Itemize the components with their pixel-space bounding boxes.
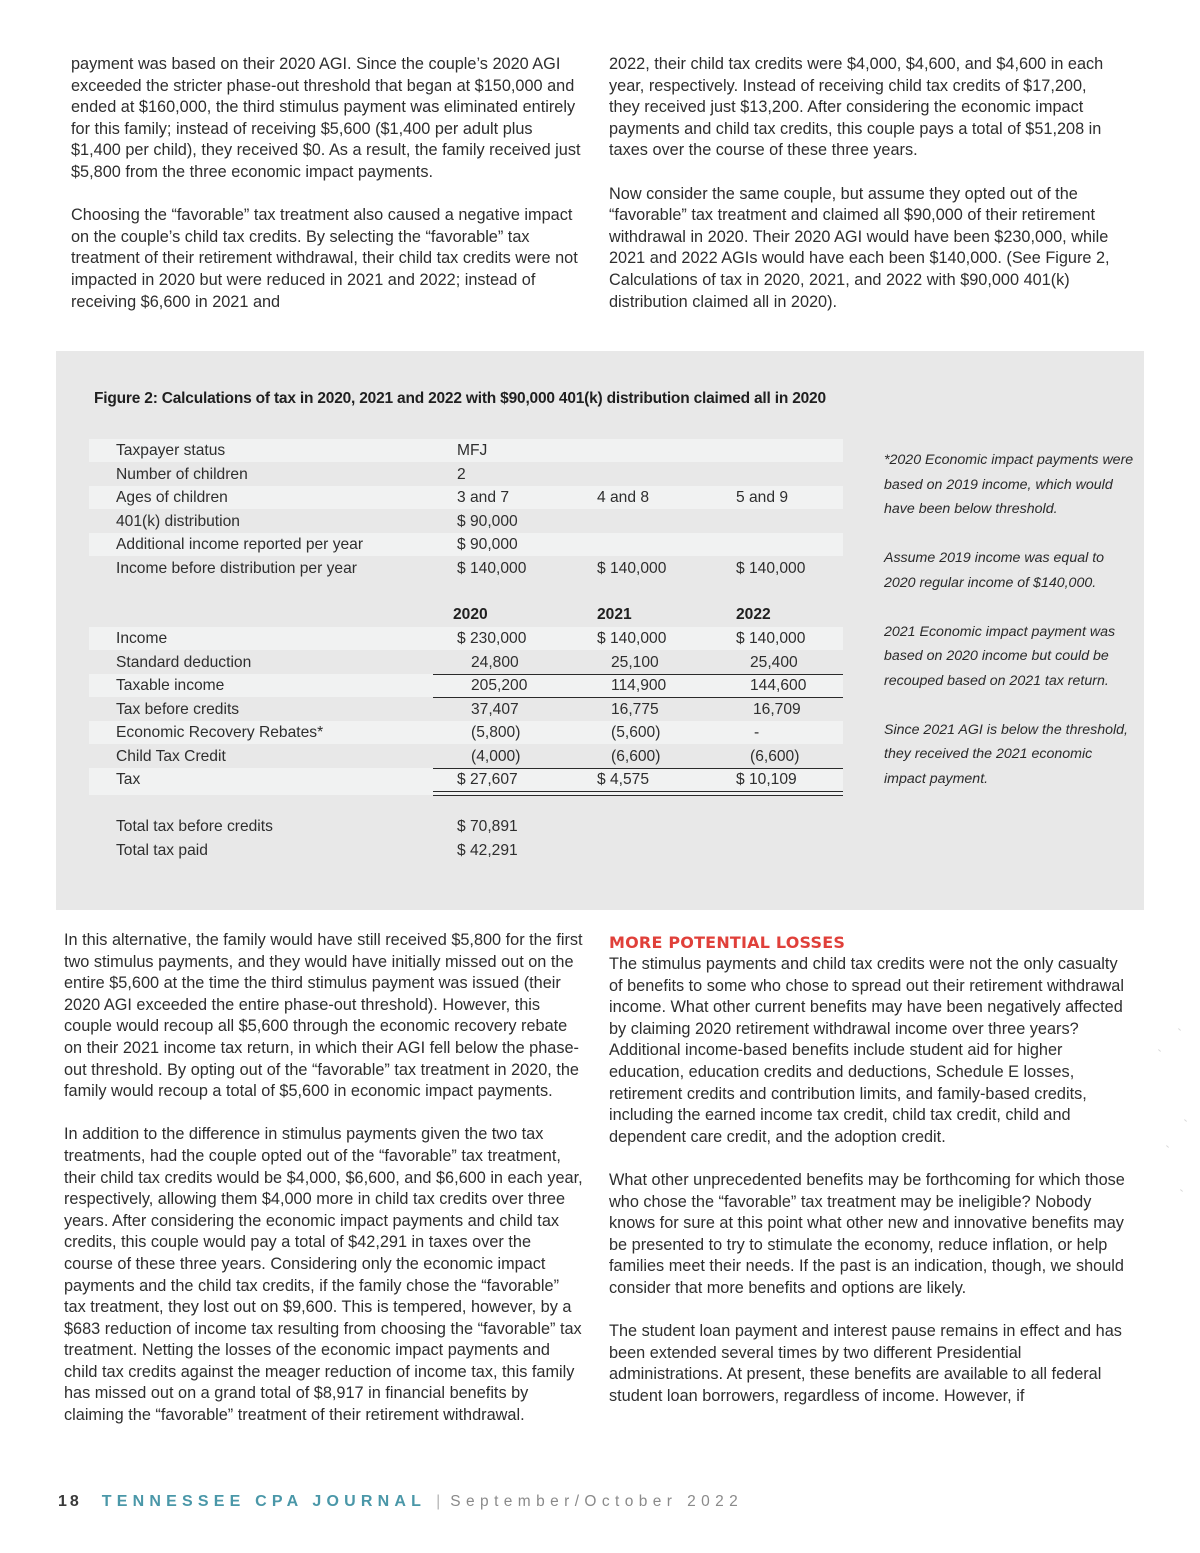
subtotal-rule	[433, 768, 843, 769]
footer-separator: |	[436, 1493, 441, 1510]
total-double-rule	[433, 791, 843, 792]
row-label: Taxable income	[116, 677, 225, 694]
cell: 24,800	[471, 653, 519, 671]
cell: $ 42,291	[457, 842, 518, 859]
row-label: Tax	[116, 771, 141, 788]
article-column-top-right	[609, 54, 1121, 313]
row-label: Income before distribution per year	[116, 560, 357, 577]
article-column-bottom-right	[609, 932, 1129, 1407]
paper-speck	[1184, 1119, 1187, 1122]
table-row	[89, 651, 843, 674]
cell: (6,600)	[750, 747, 800, 765]
cell: 2	[457, 465, 466, 483]
cell: 5 and 9	[736, 489, 789, 506]
cell: $ 90,000	[457, 536, 518, 553]
cell: (4,000)	[471, 747, 521, 765]
table-row	[89, 557, 843, 580]
figure-notes	[884, 448, 1134, 816]
row-label: Additional income reported per year	[116, 536, 364, 553]
paper-speck	[1178, 1028, 1181, 1031]
cell: $ 27,607	[457, 771, 518, 788]
figure-title: Figure 2: Calculations of tax in 2020, 2021 and 2022 with $90,000 401(k) distribution claimed all in 2020	[94, 390, 826, 407]
year-header: 2020	[453, 606, 488, 623]
cell: $ 140,000	[597, 560, 667, 577]
cell: 3 and 7	[457, 489, 510, 506]
cell: $ 140,000	[457, 560, 527, 577]
note: Since 2021 AGI is below the threshold, they received the 2021 economic impact payment.	[884, 721, 1128, 787]
section-heading: MORE POTENTIAL LOSSES	[609, 933, 846, 952]
year-header: 2021	[597, 606, 632, 623]
paper-speck	[1180, 1189, 1183, 1192]
cell: $ 140,000	[736, 560, 806, 577]
row-label: Taxpayer status	[116, 442, 226, 459]
row-label: Income	[116, 630, 168, 647]
row-label: Total tax before credits	[116, 818, 273, 835]
row-label: Ages of children	[116, 489, 228, 506]
cell: 25,100	[611, 653, 659, 671]
cell: $ 140,000	[736, 630, 806, 647]
cell: $ 10,109	[736, 771, 797, 788]
note: 2021 Economic impact payment was based on 2020 income but could be recouped based on 2021 tax return.	[884, 623, 1116, 689]
table-row	[89, 721, 843, 744]
cell: MFJ	[457, 442, 488, 459]
cell: 114,900	[611, 677, 667, 694]
issue-date: September/October 2022	[450, 1493, 744, 1510]
table-row	[89, 745, 843, 768]
row-label: Number of children	[116, 465, 248, 483]
row-label: Child Tax Credit	[116, 747, 226, 765]
paragraph: In this alternative, the family would have still received $5,800 for the first two stimulus payments, and they would have initially missed out on the entire $5,600 at the time the third stimulus payment was issued (their 2020 AGI exceeded the entire phase-out threshold). However, this couple would recoup all $5,600 through the economic recovery rebate on their 2021 income tax return, in which their AGI fell below the phase-out threshold. By opting out of the “favorable” tax treatment in 2020, the family would recoup a total of $5,600 in economic impact payments.	[64, 931, 583, 1101]
paragraph: payment was based on their 2020 AGI. Since the couple’s 2020 AGI exceeded the stricter phase-out threshold that began at $150,000 and ended at $160,000, the third stimulus payment was eliminated entirely for this family; instead of receiving $5,600 ($1,400 per adult plus $1,400 per child), they received $0. As a result, the family received just $5,800 from the three economic impact payments.	[71, 55, 581, 181]
cell: 205,200	[471, 677, 528, 694]
row-label: Standard deduction	[116, 653, 252, 671]
cell: $ 90,000	[457, 512, 518, 530]
cell: 16,709	[753, 700, 801, 718]
cell: (6,600)	[611, 747, 661, 765]
cell: 16,775	[611, 700, 659, 718]
article-column-bottom-left	[64, 930, 584, 1427]
note: *2020 Economic impact payments were based on 2019 income, which would have been below threshold.	[884, 452, 1134, 517]
paper-speck	[1166, 1145, 1169, 1148]
row-label: Total tax paid	[116, 842, 208, 859]
journal-name: TENNESSEE CPA JOURNAL	[101, 1493, 427, 1510]
paragraph: Now consider the same couple, but assume they opted out of the “favorable” tax treatment and claimed all $90,000 of their retirement withdrawal in 2020. Their 2020 AGI would have been $230,000, while 2021 and 2022 AGIs would have each been $140,000. (See Figure 2, Calculations of tax in 2020, 2021, and 2022 with $90,000 401(k) distribution claimed all in 2020).	[609, 184, 1110, 311]
cell: (5,600)	[611, 724, 661, 741]
table-row	[89, 627, 843, 650]
row-label: Tax before credits	[116, 700, 240, 718]
page-number: 18	[58, 1493, 82, 1510]
cell: (5,800)	[471, 724, 521, 741]
table-row	[89, 486, 843, 509]
paragraph: 2022, their child tax credits were $4,000, $4,600, and $4,600 in each year, respectively. Instead of receiving child tax credits of $17,200, they received just $13,200. After considering the economic impact payments and child tax credits, this couple pays a total of $51,208 in taxes over the course of these three years.	[609, 55, 1104, 160]
note: Assume 2019 income was equal to 2020 regular income of $140,000.	[884, 550, 1105, 591]
subtotal-rule	[433, 697, 843, 698]
paragraph: Choosing the “favorable” tax treatment also caused a negative impact on the couple’s child tax credits. By selecting the “favorable” tax treatment of their retirement withdrawal, their child tax credits were not impacted in 2020 but were reduced in 2021 and 2022; instead of receiving $6,600 in 2021 and	[71, 206, 578, 311]
paragraph: The stimulus payments and child tax credits were not the only casualty of benefits to some who chose to spread out their retirement withdrawal income. What other current benefits may have been negatively affected by claiming 2020 retirement withdrawal income over three years? Additional income-based benefits include student aid for higher education, education credits and deductions, Schedule E losses, retirement credits and contribution limits, and family-based credits, including the earned income tax credit, child tax credit, child and dependent care credit, and the adoption credit.	[609, 955, 1124, 1146]
paper-speck	[1158, 1049, 1161, 1052]
total-row	[89, 839, 843, 862]
row-label: 401(k) distribution	[116, 512, 240, 530]
cell: 37,407	[471, 700, 519, 718]
cell: 144,600	[750, 677, 807, 694]
row-label: Economic Recovery Rebates*	[116, 724, 324, 741]
table-row	[89, 463, 843, 486]
paragraph: In addition to the difference in stimulus payments given the two tax treatments, had the couple opted out of the “favorable” tax treatment, their child tax credits would be $4,000, $6,600, and $6,600 in each year, respectively, allowing them $4,000 more in child tax credits over three years. After considering the economic impact payments and child tax credits, this couple would pay a total of $42,291 in taxes over the course of these three years. Considering only the economic impact payments and the child tax credits, if the family chose the “favorable” tax treatment, they lost out on $9,600. This is tempered, however, by a $683 reduction of income tax resulting from choosing the “favorable” tax treatment. Netting the losses of the economic impact payments and child tax credits against the meager reduction of income tax, this family has missed out on a grand total of $8,917 in financial benefits by claiming the “favorable” treatment of their retirement withdrawal.	[64, 1125, 583, 1425]
page-footer	[58, 1493, 743, 1511]
table-row	[89, 533, 843, 556]
cell: -	[754, 724, 760, 741]
cell: $ 140,000	[597, 630, 667, 647]
cell: $ 70,891	[457, 818, 518, 835]
subtotal-rule	[433, 674, 843, 675]
year-header: 2022	[736, 606, 771, 623]
table-row	[89, 698, 843, 721]
table-row	[89, 510, 843, 533]
cell: 4 and 8	[597, 489, 650, 506]
article-column-top-left	[71, 54, 581, 313]
figure-2-panel	[56, 351, 1144, 910]
table-row	[89, 439, 843, 462]
cell: $ 4,575	[597, 771, 650, 788]
cell: 25,400	[750, 653, 798, 671]
table-row	[89, 674, 843, 697]
total-double-rule	[433, 795, 843, 796]
paragraph: The student loan payment and interest pause remains in effect and has been extended several times by two different Presidential administrations. At present, these benefits are available to all federal student loan borrowers, regardless of income. However, if	[609, 1322, 1122, 1405]
paragraph: What other unprecedented benefits may be forthcoming for which those who chose the “favorable” tax treatment may be ineligible? Nobody knows for sure at this point what other new and innovative benefits may be presented to try to stimulate the economy, reduce inflation, or help families meet their needs. If the past is an indication, though, we should consider that more benefits and options are likely.	[609, 1170, 1125, 1297]
cell: $ 230,000	[457, 630, 527, 647]
total-row	[89, 815, 843, 838]
